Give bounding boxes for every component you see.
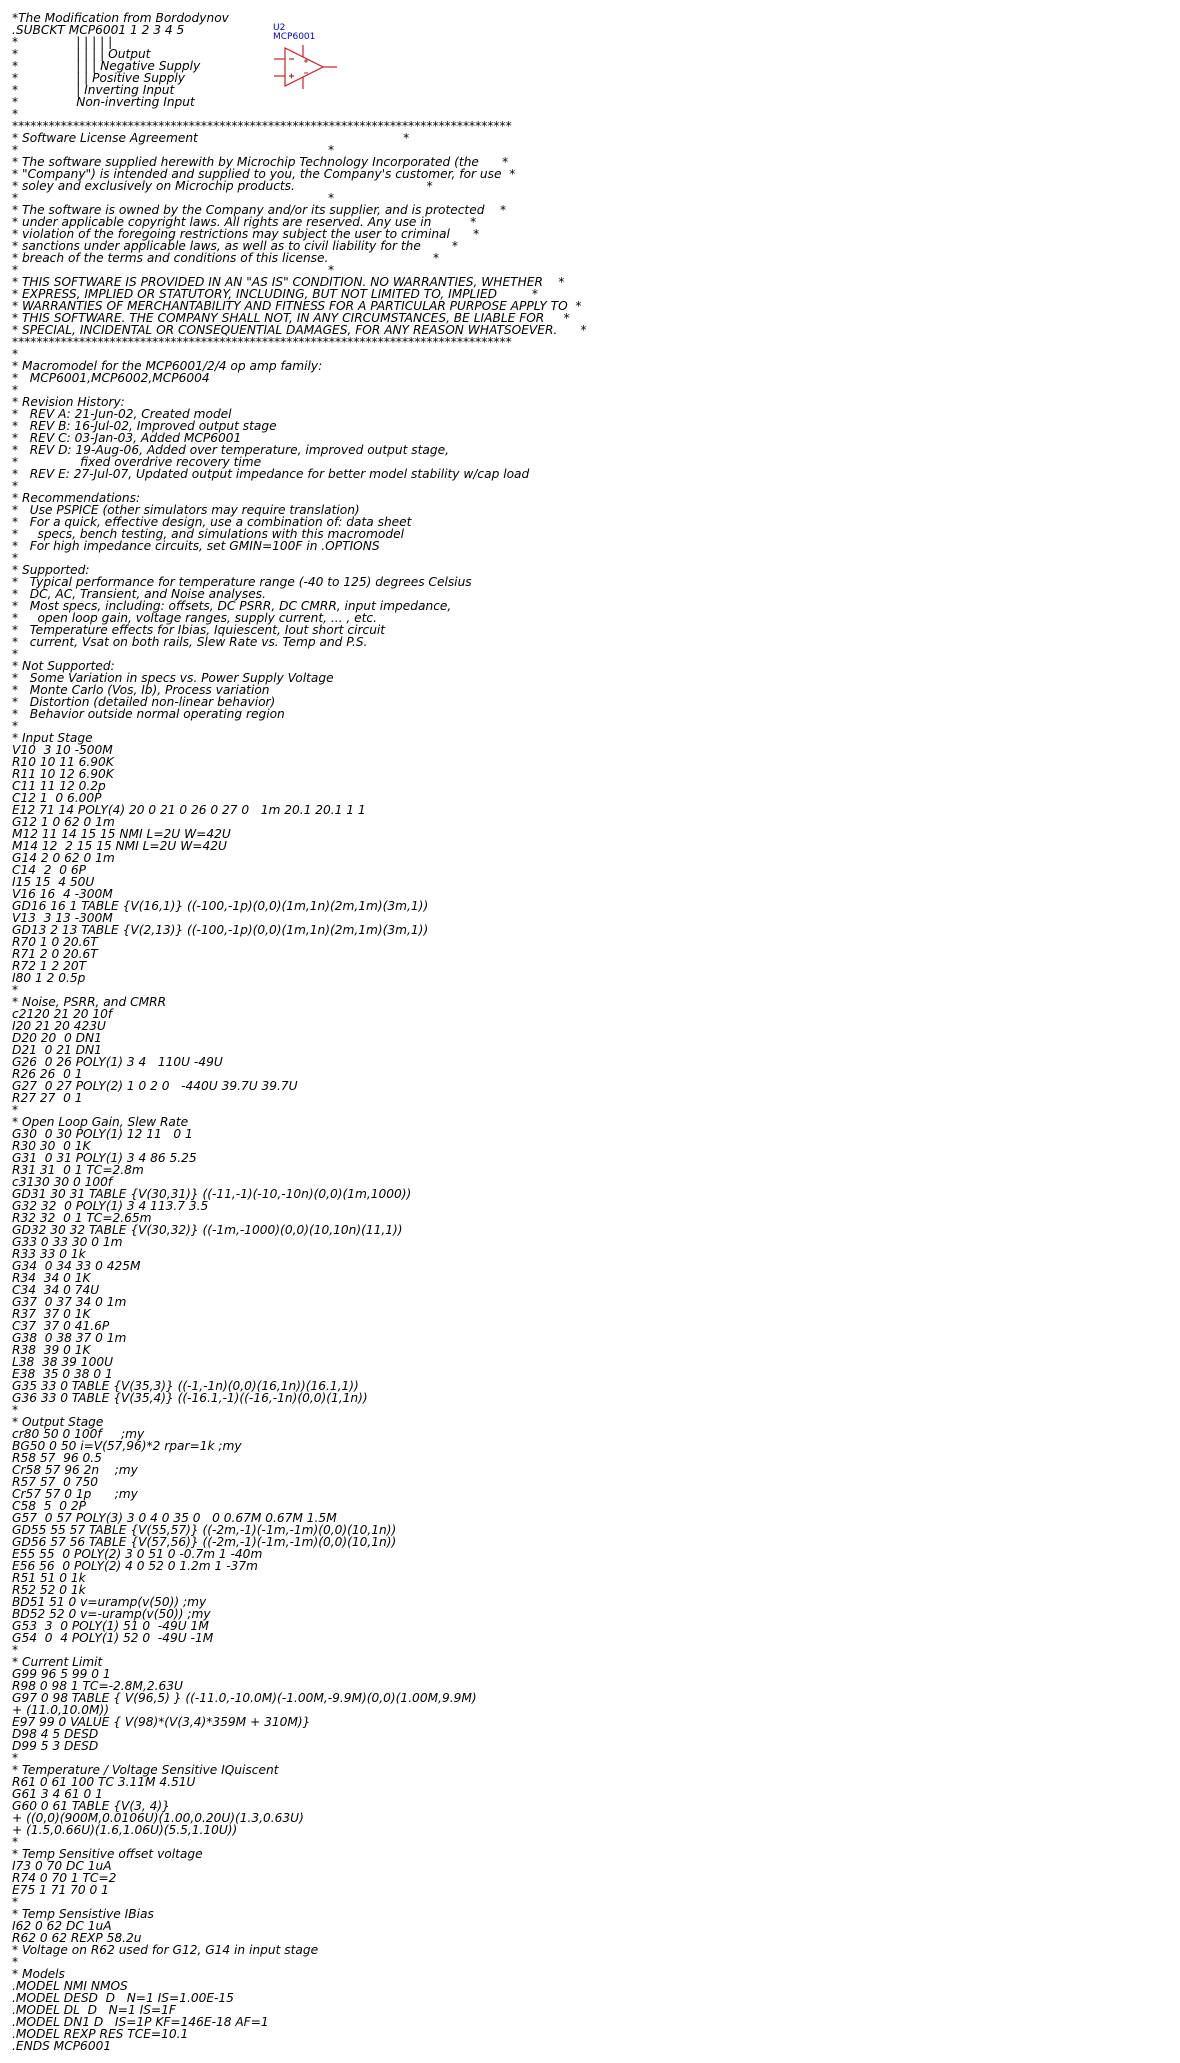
netlist-line: * Voltage on R62 used for G12, G14 in input stage [12,1943,319,1957]
netlist-line: * violation of the foregoing restrictions may subject the user to criminal * [12,227,480,241]
netlist-line: E38 35 0 38 0 1 [12,1367,113,1381]
netlist-line: * [12,1643,19,1657]
netlist-line: R98 0 98 1 TC=-2.8M,2.63U [12,1679,183,1693]
netlist-text-block [12,12,587,2052]
netlist-line: * REV E: 27-Jul-07, Updated output impedance for better model stability w/cap load [12,467,530,481]
netlist-line: * REV C: 03-Jan-03, Added MCP6001 [12,431,242,445]
netlist-line: G35 33 0 TABLE {V(35,3)} ((-1,-1n)(0,0)(16,1n))(16.1,1)) [12,1379,359,1393]
netlist-line: R70 1 0 20.6T [12,935,98,949]
netlist-line: * [12,1751,19,1765]
netlist-line: * Temperature effects for Ibias, Iquiescent, Iout short circuit [12,623,386,637]
netlist-line: * Open Loop Gain, Slew Rate [12,1115,189,1129]
netlist-line: R32 32 0 1 TC=2.65m [12,1211,152,1225]
netlist-line: ********************************************************************************** [12,335,512,349]
netlist-line: * Some Variation in specs vs. Power Supply Voltage [12,671,334,685]
netlist-line: * Recommendations: [12,491,141,505]
netlist-line: G27 0 27 POLY(2) 1 0 2 0 -440U 39.7U 39.7U [12,1079,298,1093]
netlist-line: M12 11 14 15 15 NMI L=2U W=42U [12,827,231,841]
netlist-line: D21 0 21 DN1 [12,1043,102,1057]
netlist-line: G34 0 34 33 0 425M [12,1259,141,1273]
netlist-line: C11 11 12 0.2p [12,779,106,793]
netlist-line: GD16 16 1 TABLE {V(16,1)} ((-100,-1p)(0,0)(1m,1n)(2m,1m)(3m,1)) [12,899,429,913]
netlist-line: G31 0 31 POLY(1) 3 4 86 5.25 [12,1151,197,1165]
netlist-line: + (11.0,10.0M)) [12,1703,110,1717]
netlist-line: * Temperature / Voltage Sensitive IQuiscent [12,1763,279,1777]
netlist-line: R57 57 0 750 [12,1475,98,1489]
netlist-line: I15 15 4 50U [12,875,95,889]
netlist-line: + (1.5,0.66U)(1.6,1.06U)(5.5,1.10U)) [12,1823,238,1837]
netlist-line: * [12,1895,19,1909]
netlist-line: * For high impedance circuits, set GMIN=100F in .OPTIONS [12,539,380,553]
netlist-line: E12 71 14 POLY(4) 20 0 21 0 26 0 27 0 1m 20.1 20.1 1 1 [12,803,366,817]
netlist-line: * Use PSPICE (other simulators may require translation) [12,503,360,517]
netlist-line: R51 51 0 1k [12,1571,86,1585]
netlist-line: * breach of the terms and conditions of this license. * [12,251,440,265]
netlist-line: * [12,1955,19,1969]
netlist-line: .ENDS MCP6001 [12,2039,112,2053]
netlist-line: G30 0 30 POLY(1) 12 11 0 1 [12,1127,193,1141]
netlist-line: * Distortion (detailed non-linear behavior) [12,695,276,709]
netlist-line: R11 10 12 6.90K [12,767,114,781]
netlist-line: * MCP6001,MCP6002,MCP6004 [12,371,210,385]
netlist-line: * [12,983,19,997]
netlist-line: * [12,479,19,493]
netlist-line: * [12,1403,19,1417]
netlist-line: C34 34 0 74U [12,1283,100,1297]
netlist-line: GD31 30 31 TABLE {V(30,31)} ((-11,-1)(-10,-10n)(0,0)(1m,1000)) [12,1187,412,1201]
netlist-line: V10 3 10 -500M [12,743,113,757]
netlist-line: G61 3 4 61 0 1 [12,1787,103,1801]
netlist-line: BD51 51 0 v=uramp(v(50)) ;my [12,1595,207,1609]
netlist-line: * REV D: 19-Aug-06, Added over temperature, improved output stage, [12,443,449,457]
netlist-line: * Not Supported: [12,659,115,673]
netlist-line: * DC, AC, Transient, and Noise analyses. [12,587,266,601]
netlist-line: * Macromodel for the MCP6001/2/4 op amp family: [12,359,323,373]
netlist-line: R38 39 0 1K [12,1343,91,1357]
netlist-line: * Most specs, including: offsets, DC PSRR, DC CMRR, input impedance, [12,599,452,613]
netlist-line: * Temp Sensitive offset voltage [12,1847,203,1861]
netlist-line: G54 0 4 POLY(1) 52 0 -49U -1M [12,1631,214,1645]
netlist-line: G14 2 0 62 0 1m [12,851,115,865]
netlist-line: * * [12,143,335,157]
netlist-line: * [12,347,19,361]
netlist-line: G36 33 0 TABLE {V(35,4)} ((-16.1,-1)((-16,-1n)(0,0)(1,1n)) [12,1391,368,1405]
netlist-line: C12 1 0 6.00P [12,791,102,805]
netlist-line: .MODEL DN1 D IS=1P KF=146E-18 AF=1 [12,2015,269,2029]
netlist-line: G57 0 57 POLY(3) 3 0 4 0 35 0 0 0.67M 0.67M 1.5M [12,1511,337,1525]
netlist-line: * Supported: [12,563,90,577]
netlist-line: * | | | | | [12,35,113,49]
netlist-line: GD32 30 32 TABLE {V(30,32)} ((-1m,-1000)(0,0)(10,10n)(11,1)) [12,1223,403,1237]
netlist-line: GD56 57 56 TABLE {V(57,56)} ((-2m,-1)(-1m,-1m)(0,0)(10,1n)) [12,1535,397,1549]
netlist-line: * specs, bench testing, and simulations with this macromodel [12,527,404,541]
netlist-line: I80 1 2 0.5p [12,971,86,985]
netlist-line: E75 1 71 70 0 1 [12,1883,109,1897]
netlist-line: * open loop gain, voltage ranges, supply current, ... , etc. [12,611,377,625]
netlist-line: R74 0 70 1 TC=2 [12,1871,117,1885]
netlist-line: .MODEL DL D N=1 IS=1F [12,2003,176,2017]
netlist-line: I62 0 62 DC 1uA [12,1919,112,1933]
netlist-line: .MODEL REXP RES TCE=10.1 [12,2027,189,2041]
netlist-line: I73 0 70 DC 1uA [12,1859,112,1873]
netlist-line: * The software is owned by the Company and/or its supplier, and is protected * [12,203,507,217]
netlist-line: R58 57 96 0.5 [12,1451,102,1465]
netlist-line: * | | | Negative Supply [12,59,201,73]
netlist-line: * The software supplied herewith by Microchip Technology Incorporated (the * [12,155,509,169]
netlist-line: * Current Limit [12,1655,103,1669]
component-ref-label: U2 [273,23,286,33]
netlist-line: * | | Positive Supply [12,71,185,85]
netlist-line: * under applicable copyright laws. All rights are reserved. Any use in * [12,215,477,229]
netlist-line: * Noise, PSRR, and CMRR [12,995,167,1009]
netlist-line: * sanctions under applicable laws, as well as to civil liability for the * [12,239,458,253]
netlist-line: G33 0 33 30 0 1m [12,1235,123,1249]
netlist-line: E97 99 0 VALUE { V(98)*(V(3,4)*359M + 310M)} [12,1715,311,1729]
netlist-line: G37 0 37 34 0 1m [12,1295,127,1309]
netlist-line: * SPECIAL, INCIDENTAL OR CONSEQUENTIAL DAMAGES, FOR ANY REASON WHATSOEVER. * [12,323,587,337]
netlist-line: R37 37 0 1K [12,1307,91,1321]
netlist-line: * fixed overdrive recovery time [12,455,262,469]
netlist-line: G26 0 26 POLY(1) 3 4 110U -49U [12,1055,223,1069]
netlist-line: .MODEL NMI NMOS [12,1979,128,1993]
netlist-line: BD52 52 0 v=-uramp(v(50)) ;my [12,1607,211,1621]
netlist-line: BG50 0 50 i=V(57,96)*2 rpar=1k ;my [12,1439,242,1453]
netlist-line: R26 26 0 1 [12,1067,83,1081]
netlist-line: R71 2 0 20.6T [12,947,98,961]
netlist-line: E56 56 0 POLY(2) 4 0 52 0 1.2m 1 -37m [12,1559,258,1573]
netlist-line: * Software License Agreement * [12,131,410,145]
netlist-line: .MODEL DESD D N=1 IS=1.00E-15 [12,1991,234,2005]
netlist-line: R62 0 62 REXP 58.2u [12,1931,142,1945]
netlist-line: C58 5 0 2P [12,1499,86,1513]
netlist-line: C14 2 0 6P [12,863,86,877]
netlist-line: V16 16 4 -300M [12,887,113,901]
netlist-line: C37 37 0 41.6P [12,1319,110,1333]
netlist-line: * Typical performance for temperature range (-40 to 125) degrees Celsius [12,575,472,589]
netlist-line: M14 12 2 15 15 NMI L=2U W=42U [12,839,227,853]
netlist-line: * [12,1835,19,1849]
netlist-line: * [12,647,19,661]
netlist-line: L38 38 39 100U [12,1355,113,1369]
netlist-line: G60 0 61 TABLE {V(3, 4)} [12,1799,170,1813]
netlist-line: D98 4 5 DESD [12,1727,99,1741]
netlist-line: ********************************************************************************** [12,119,512,133]
netlist-line: * * [12,191,335,205]
netlist-line: G53 3 0 POLY(1) 51 0 -49U 1M [12,1619,209,1633]
netlist-line: * current, Vsat on both rails, Slew Rate vs. Temp and P.S. [12,635,368,649]
netlist-line: * * [12,263,335,277]
netlist-line: R10 10 11 6.90K [12,755,114,769]
netlist-line: * | | | | Output [12,47,151,61]
netlist-line: R33 33 0 1k [12,1247,86,1261]
netlist-line: GD13 2 13 TABLE {V(2,13)} ((-100,-1p)(0,0)(1m,1n)(2m,1m)(3m,1)) [12,923,429,937]
netlist-line: R61 0 61 100 TC 3.11M 4.51U [12,1775,196,1789]
netlist-line: R27 27 0 1 [12,1091,83,1105]
component-model-label: MCP6001 [273,32,316,42]
netlist-line: * [12,1103,19,1117]
netlist-line: * [12,107,19,121]
netlist-line: c2120 21 20 10f [12,1007,113,1021]
netlist-line: * [12,719,19,733]
netlist-line: R34 34 0 1K [12,1271,91,1285]
netlist-line: E55 55 0 POLY(2) 3 0 51 0 -0.7m 1 -40m [12,1547,263,1561]
netlist-line: * Behavior outside normal operating region [12,707,285,721]
netlist-line: * Revision History: [12,395,125,409]
netlist-line: * Temp Sensistive IBias [12,1907,154,1921]
netlist-line: * [12,551,19,565]
netlist-line: Cr57 57 0 1p ;my [12,1487,138,1501]
netlist-line: * EXPRESS, IMPLIED OR STATUTORY, INCLUDING, BUT NOT LIMITED TO, IMPLIED * [12,287,538,301]
netlist-line: I20 21 20 423U [12,1019,106,1033]
netlist-line: * THIS SOFTWARE. THE COMPANY SHALL NOT, IN ANY CIRCUMSTANCES, BE LIABLE FOR * [12,311,570,325]
netlist-line: R72 1 2 20T [12,959,87,973]
netlist-line: * | Inverting Input [12,83,175,97]
netlist-line: * Output Stage [12,1415,104,1429]
netlist-line: * THIS SOFTWARE IS PROVIDED IN AN "AS IS" CONDITION. NO WARRANTIES, WHETHER * [12,275,565,289]
netlist-line: GD55 55 57 TABLE {V(55,57)} ((-2m,-1)(-1m,-1m)(0,0)(10,1n)) [12,1523,397,1537]
netlist-line: R30 30 0 1K [12,1139,91,1153]
netlist-line: G97 0 98 TABLE { V(96,5) } ((-11.0,-10.0M)(-1.00M,-9.9M)(0,0)(1.00M,9.9M) [12,1691,477,1705]
netlist-line: * Non-inverting Input [12,95,195,109]
netlist-line: cr80 50 0 100f ;my [12,1427,145,1441]
netlist-line: * REV B: 16-Jul-02, Improved output stage [12,419,277,433]
netlist-line: * "Company") is intended and supplied to you, the Company's customer, for use * [12,167,516,181]
netlist-line: V13 3 13 -300M [12,911,113,925]
netlist-line: * soley and exclusively on Microchip products. * [12,179,433,193]
netlist-line: G32 32 0 POLY(1) 3 4 113.7 3.5 [12,1199,209,1213]
netlist-line: * [12,383,19,397]
netlist-line: * Monte Carlo (Vos, Ib), Process variation [12,683,270,697]
netlist-line: G99 96 5 99 0 1 [12,1667,111,1681]
netlist-line: D20 20 0 DN1 [12,1031,102,1045]
netlist-line: *The Modification from Bordodynov [12,11,229,25]
netlist-line: R52 52 0 1k [12,1583,86,1597]
opamp-triangle [285,48,323,86]
netlist-line: * REV A: 21-Jun-02, Created model [12,407,232,421]
netlist-line: c3130 30 0 100f [12,1175,113,1189]
netlist-line: Cr58 57 96 2n ;my [12,1463,138,1477]
netlist-line: D99 5 3 DESD [12,1739,99,1753]
netlist-line: R31 31 0 1 TC=2.8m [12,1163,144,1177]
netlist-line: * Input Stage [12,731,93,745]
netlist-line: * Models [12,1967,65,1981]
netlist-line: .SUBCKT MCP6001 1 2 3 4 5 [12,23,185,37]
netlist-line: * For a quick, effective design, use a combination of: data sheet [12,515,412,529]
netlist-line: G12 1 0 62 0 1m [12,815,115,829]
netlist-line: + ((0,0)(900M,0.0106U)(1.00,0.20U)(1.3,0.63U) [12,1811,304,1825]
netlist-line: G38 0 38 37 0 1m [12,1331,127,1345]
netlist-line: * WARRANTIES OF MERCHANTABILITY AND FITNESS FOR A PARTICULAR PURPOSE APPLY TO * [12,299,582,313]
